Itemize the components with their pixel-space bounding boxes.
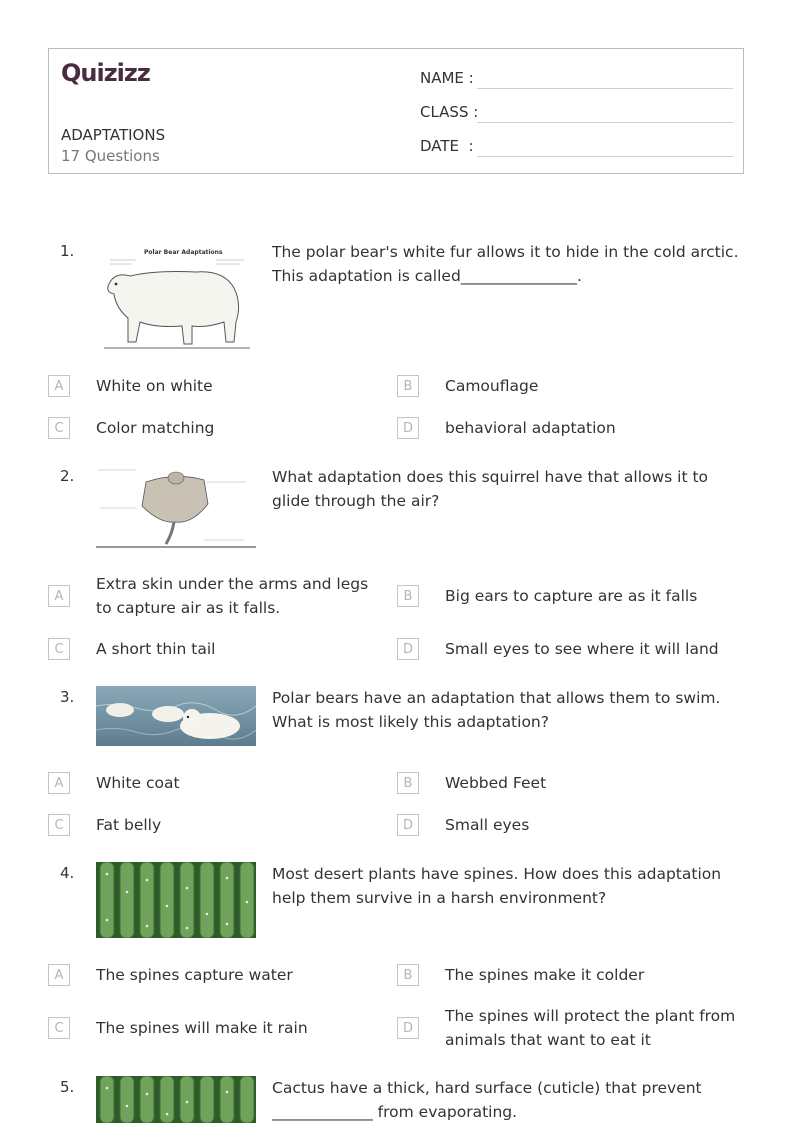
option-text: White coat [96,774,180,792]
option-letter: C [48,417,70,439]
option-text: The spines will protect the plant from animals that want to eat it [445,1007,736,1049]
class-field [420,103,478,121]
option-text: The spines make it colder [445,966,645,984]
option-text: A short thin tail [96,640,216,658]
option-c[interactable] [48,1016,396,1040]
option-letter: D [397,1017,419,1039]
option-letter: A [48,375,70,397]
option-c[interactable] [48,416,396,440]
option-letter: A [48,772,70,794]
option-text: White on white [96,377,213,395]
option-text: Fat belly [96,816,162,834]
class-line[interactable] [477,122,733,123]
option-letter: B [397,375,419,397]
question-text: Most desert plants have spines. How does this adaptation help them survive in a harsh environment? [272,865,722,907]
option-a[interactable] [48,963,396,987]
option-d[interactable] [397,1004,745,1052]
option-text: Camouflage [445,377,539,395]
name-field [420,69,474,87]
worksheet-title: ADAPTATIONS [61,126,166,144]
option-text: Big ears to capture are as it falls [445,587,698,605]
option-b[interactable] [397,771,745,795]
date-field [420,137,474,155]
logo-text: Quizizz [61,59,150,87]
option-letter: B [397,772,419,794]
option-b[interactable] [397,963,745,987]
option-letter: C [48,638,70,660]
name-label: NAME : [420,69,474,87]
cactus-image [96,1076,256,1123]
option-letter: D [397,638,419,660]
date-label: DATE : [420,137,474,155]
option-d[interactable] [397,416,745,440]
option-text: Color matching [96,419,215,437]
quizizz-logo [61,57,153,91]
option-letter: C [48,814,70,836]
option-letter: D [397,417,419,439]
question-text: What adaptation does this squirrel have that allows it to glide through the air? [272,468,709,510]
class-label: CLASS : [420,103,479,121]
option-letter: A [48,585,70,607]
name-line[interactable] [477,88,733,89]
flying-squirrel-diagram-image [96,464,256,548]
option-d[interactable] [397,637,745,661]
option-c[interactable] [48,637,396,661]
cactus-image [96,862,256,938]
option-a[interactable] [48,771,396,795]
option-a[interactable] [48,374,396,398]
question-number: 2. [60,467,75,485]
polar-bear-diagram-image [96,242,256,352]
worksheet-header [48,48,744,174]
diagram-caption: Polar Bear Adaptations [144,249,223,256]
option-text: The spines will make it rain [96,1019,308,1037]
question-number: 1. [60,242,75,260]
option-text: Small eyes to see where it will land [445,640,719,658]
question-number: 5. [60,1078,75,1096]
option-letter: B [397,585,419,607]
question-text: The polar bear's white fur allows it to hide in the cold arctic. This adaptation is called_______________. [272,243,739,285]
question-text: Cactus have a thick, hard surface (cuticle) that prevent _____________ from evaporating. [272,1079,702,1121]
date-line[interactable] [477,156,733,157]
question-text: Polar bears have an adaptation that allows them to swim. What is most likely this adaptation? [272,689,721,731]
option-b[interactable] [397,584,745,608]
option-letter: D [397,814,419,836]
option-a[interactable] [48,572,386,620]
option-letter: C [48,1017,70,1039]
option-text: Extra skin under the arms and legs to capture air as it falls. [96,575,369,617]
option-letter: A [48,964,70,986]
option-d[interactable] [397,813,745,837]
option-text: behavioral adaptation [445,419,616,437]
question-number: 4. [60,864,75,882]
swimming-polar-bears-image [96,686,256,746]
question-count: 17 Questions [61,147,160,165]
option-text: Small eyes [445,816,530,834]
option-text: The spines capture water [96,966,293,984]
option-c[interactable] [48,813,396,837]
option-b[interactable] [397,374,745,398]
option-text: Webbed Feet [445,774,547,792]
question-number: 3. [60,688,75,706]
option-letter: B [397,964,419,986]
